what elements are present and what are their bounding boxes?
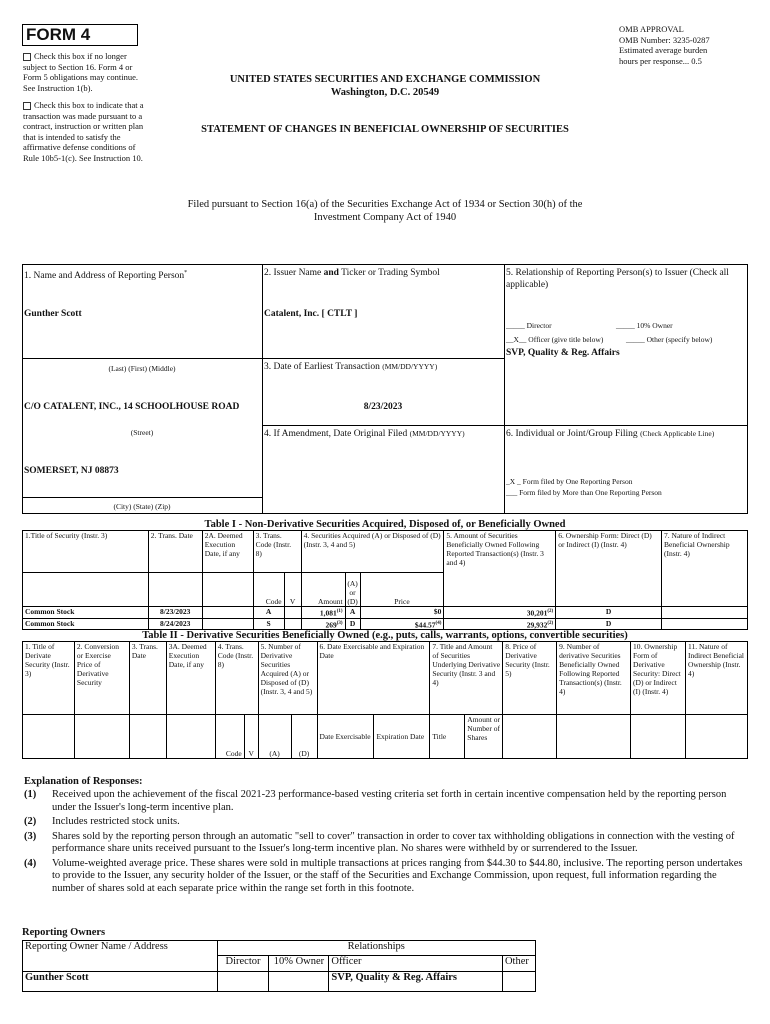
t2-h7: 7. Title and Amount of Securities Underlying Derivative Security (Instr. 3 and 4) — [430, 642, 503, 715]
reporting-info-box — [22, 264, 748, 514]
earliest-transaction-date: 8/23/2023 — [363, 402, 403, 412]
t2-sub-exercisable: Date Exercisable — [317, 715, 374, 759]
t1-h5: 5. Amount of Securities Beneficially Owned Following Reported Transaction(s) (Instr. 3 and 4) — [444, 531, 556, 607]
box2-label: 2. Issuer Name and Ticker or Trading Symbol — [264, 268, 440, 278]
t2-h8: 8. Price of Derivative Security (Instr. 5) — [503, 642, 557, 715]
relationship-ten-pct: _____ 10% Owner — [616, 321, 673, 330]
t1-h3: 3. Trans. Code (Instr. 8) — [253, 531, 301, 573]
table-row: Common Stock 8/23/2023 A 1,081$^{(1)}$ A $0 30,201$^{(2)}$ D — [23, 607, 748, 619]
t1-sub-amount: Amount — [301, 573, 345, 607]
checkbox-section-16-label: Check this box if no longer subject to Section 16. Form 4 or Form 5 obligations may continue. See Instruction 1(b). — [23, 51, 138, 93]
box1-label: 1. Name and Address of Reporting Person* — [24, 270, 188, 282]
table1 — [22, 530, 748, 630]
checkbox-icon[interactable] — [23, 53, 31, 61]
omb-line-2: OMB Number: 3235-0287 — [619, 34, 710, 45]
reporting-person-street: C/O CATALENT, INC., 14 SCHOOLHOUSE ROAD — [24, 402, 240, 412]
owners-col-director: Director — [217, 956, 269, 972]
omb-line-4: hours per response... 0.5 — [619, 55, 702, 66]
t1-h1: 1.Title of Security (Instr. 3) — [23, 531, 149, 573]
reporting-owners-table — [22, 940, 536, 992]
t2-h9: 9. Number of derivative Securities Beneficially Owned Following Reported Transaction(s) (Instr. 4) — [557, 642, 631, 715]
city-label: (City) (State) (Zip) — [113, 502, 171, 511]
agency-name: UNITED STATES SECURITIES AND EXCHANGE COMMISSION — [229, 74, 541, 85]
t2-sub-v: V — [244, 715, 258, 759]
t2-sub-expiration: Expiration Date — [374, 715, 430, 759]
t1-h2: 2. Trans. Date — [148, 531, 202, 573]
filing-option-group: ___ Form filed by More than One Reporting Person — [506, 488, 662, 497]
filing-option-one: _X _ Form filed by One Reporting Person — [506, 477, 633, 486]
owners-col-officer: Officer — [329, 956, 503, 972]
t1-sub-aord: (A) or (D) — [345, 573, 360, 607]
owners-col-other: Other — [502, 956, 535, 972]
table2 — [22, 641, 748, 759]
checkbox-section-16[interactable] — [23, 51, 151, 93]
t1-h7: 7. Nature of Indirect Beneficial Ownership (Instr. 4) — [662, 531, 748, 607]
t2-sub-amount: Amount or Number of Shares — [465, 715, 503, 759]
t2-sub-d: (D) — [291, 715, 317, 759]
statement-title: STATEMENT OF CHANGES IN BENEFICIAL OWNERSHIP OF SECURITIES — [201, 124, 569, 135]
t2-sub-code: Code — [215, 715, 244, 759]
owners-col-name: Reporting Owner Name / Address — [23, 941, 218, 972]
t2-sub-a: (A) — [258, 715, 291, 759]
officer-title: SVP, Quality & Reg. Affairs — [506, 348, 620, 358]
relationship-other: _____ Other (specify below) — [626, 335, 713, 344]
t2-h11: 11. Nature of Indirect Beneficial Ownership (Instr. 4) — [685, 642, 747, 715]
t1-sub-code: Code — [253, 573, 284, 607]
filed-pursuant-line-1: Filed pursuant to Section 16(a) of the Securities Exchange Act of 1934 or Section 30(h) of the — [187, 199, 583, 210]
t2-h6: 6. Date Exercisable and Expiration Date — [317, 642, 430, 715]
filed-pursuant-line-2: Investment Company Act of 1940 — [313, 212, 457, 223]
table-row: Gunther Scott SVP, Quality & Reg. Affairs — [23, 972, 536, 992]
t2-h5: 5. Number of Derivative Securities Acquired (A) or Disposed of (D) (Instr. 3, 4 and 5) — [258, 642, 317, 715]
checkbox-rule-10b5[interactable] — [23, 100, 151, 163]
omb-approval — [619, 24, 759, 66]
street-label: (Street) — [130, 428, 154, 437]
issuer-name: Catalent, Inc. [ CTLT ] — [264, 309, 358, 319]
table2-title: Table II - Derivative Securities Beneficially Owned (e.g., puts, calls, warrants, options, convertible securities) — [142, 630, 628, 641]
t1-h2a: 2A. Deemed Execution Date, if any — [202, 531, 253, 573]
footnote: (2) Includes restricted stock units. — [24, 816, 180, 827]
t1-sub-v: V — [284, 573, 301, 607]
t1-h6: 6. Ownership Form: Direct (D) or Indirect (I) (Instr. 4) — [556, 531, 662, 607]
omb-line-3: Estimated average burden — [619, 45, 708, 55]
box4-label: 4. If Amendment, Date Original Filed (MM/DD/YYYY) — [264, 429, 465, 439]
t2-sub-title: Title — [430, 715, 465, 759]
name-parts-label: (Last) (First) (Middle) — [108, 364, 176, 373]
relationship-director: _____ Director — [506, 321, 552, 330]
t2-h3a: 3A. Deemed Execution Date, if any — [166, 642, 215, 715]
table-row: Common Stock 8/24/2023 S 269$^{(3)}$ D $44.57$^{(4)}$ 29,932$^{(2)}$ D — [23, 618, 748, 630]
omb-line-1: OMB APPROVAL — [619, 24, 684, 34]
footnotes — [24, 789, 746, 895]
t1-h4: 4. Securities Acquired (A) or Disposed of (D) (Instr. 3, 4 and 5) — [301, 531, 444, 573]
t2-h4: 4. Trans. Code (Instr. 8) — [215, 642, 258, 715]
checkbox-icon[interactable] — [23, 102, 31, 110]
t2-h2: 2. Conversion or Exercise Price of Derivative Security — [74, 642, 129, 715]
agency-city: Washington, D.C. 20549 — [330, 87, 440, 98]
owners-col-relationships: Relationships — [217, 941, 535, 956]
table1-title: Table I - Non-Derivative Securities Acquired, Disposed of, or Beneficially Owned — [204, 519, 566, 530]
footnote: (1) Received upon the achievement of the fiscal 2021-23 performance-based vesting criteria set forth in certain incentive compensation held by the reporting person under the Issuer's long-term incentive plan. — [24, 789, 727, 813]
reporting-owners-title: Reporting Owners — [22, 927, 106, 938]
reporting-person-name: Gunther Scott — [24, 309, 82, 319]
form-title-box — [22, 24, 138, 46]
footnote: (4) Volume-weighted average price. These shares were sold in multiple transactions at prices ranging from $44.30 to $44.80, inclusive. The reporting person undertakes to provide to the Issuer, any security holder of the Issuer, or the staff of the Securities and Exchange Commission, upon request, full information regarding the number of shares sold at each separate price within the range set forth in this footnote. — [24, 857, 743, 894]
reporting-person-city: SOMERSET, NJ 08873 — [24, 466, 119, 476]
box5-label: 5. Relationship of Reporting Person(s) to Issuer (Check all applicable) — [506, 268, 729, 290]
box3-label: 3. Date of Earliest Transaction (MM/DD/YYYY) — [264, 362, 438, 372]
owners-col-ten: 10% Owner — [269, 956, 329, 972]
t1-sub-price: Price — [360, 573, 444, 607]
form-title: FORM 4 — [26, 25, 91, 44]
explanation-title: Explanation of Responses: — [24, 776, 143, 787]
t2-h10: 10. Ownership Form of Derivative Security: Direct (D) or Indirect (I) (Instr. 4) — [631, 642, 686, 715]
checkbox-rule-10b5-label: Check this box to indicate that a transaction was made pursuant to a contract, instruction or written plan that is intended to satisfy the affirmative defense conditions of Rule 10b5-1(c). See Instruction 10. — [23, 100, 144, 163]
t2-h3: 3. Trans. Date — [129, 642, 166, 715]
t2-h1: 1. Title of Derivate Security (Instr. 3) — [23, 642, 75, 715]
box6-label: 6. Individual or Joint/Group Filing (Check Applicable Line) — [506, 429, 715, 439]
relationship-officer: __X__ Officer (give title below) — [506, 335, 604, 344]
footnote: (3) Shares sold by the reporting person through an automatic "sell to cover" transaction in order to cover tax withholding obligations in connection with the vesting of performance share units received pursuant to the Issuer's long-term incentive plan. No shares were withheld by or surrendered to the Issuer. — [24, 830, 735, 854]
